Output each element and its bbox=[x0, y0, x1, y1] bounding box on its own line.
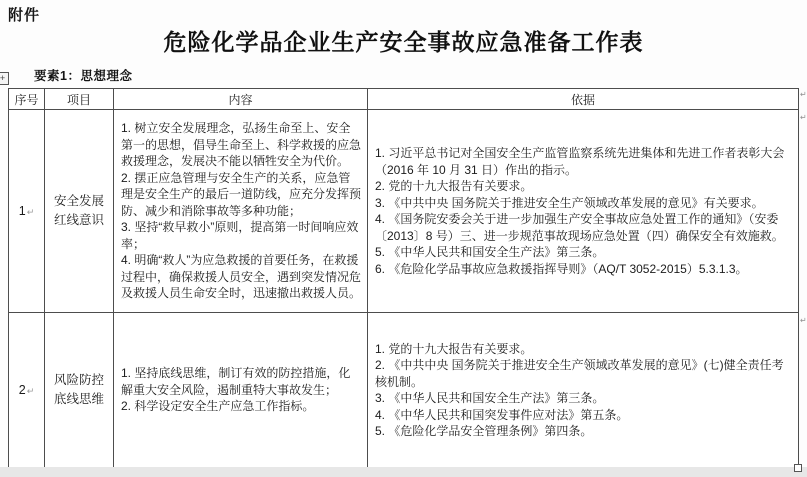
table-move-handle-icon[interactable]: + bbox=[0, 72, 9, 85]
basis-cell bbox=[368, 313, 799, 468]
basis-paragraph: 1. 习近平总书记对全国安全生产监管监察系统先进集体和先进工作者表彰大会（2016 年 10 月 31 日）作出的指示。 bbox=[375, 146, 785, 177]
section-label: 要素1：思想理念 bbox=[34, 69, 133, 83]
worksheet-table bbox=[8, 88, 799, 468]
basis-paragraph: 6. 《危险化学品事故应急救援指挥导则》（AQ/T 3052-2015）5.3.1.3。 bbox=[375, 261, 748, 276]
header-row bbox=[9, 89, 799, 110]
seq-cell bbox=[9, 313, 45, 468]
basis-paragraph: 4. 《中华人民共和国突发事件应对法》第五条。 bbox=[375, 407, 629, 422]
seq-value: 2 bbox=[18, 383, 26, 397]
item-cell: 风险防控底线思维 bbox=[45, 313, 114, 468]
content-paragraph: 3. 坚持“救早救小”原则，提高第一时间响应效率； bbox=[121, 220, 359, 251]
table-row bbox=[9, 313, 799, 468]
item-cell: 安全发展红线意识 bbox=[45, 110, 114, 313]
basis-paragraph: 5. 《危险化学品安全管理条例》第四条。 bbox=[375, 424, 593, 438]
basis-paragraph: 5. 《中华人民共和国安全生产法》第三条。 bbox=[375, 245, 605, 259]
content-paragraph: 1. 树立安全发展理念，弘扬生命至上、安全第一的思想，倡导生命至上、科学救援的应急救援理念，发展决不能以牺牲安全为代价。 bbox=[121, 121, 362, 169]
basis-cell bbox=[368, 110, 799, 313]
basis-paragraph: 2. 党的十九大报告有关要求。 bbox=[375, 179, 533, 193]
table-resize-handle-icon[interactable] bbox=[794, 464, 802, 472]
content-paragraph: 1. 坚持底线思维，制订有效的防控措施，化解重大安全风险，遏制重特大事故发生； bbox=[121, 366, 351, 397]
basis-paragraph: 4. 《国务院安委会关于进一步加强生产安全事故应急处置工作的通知》（安委〔2013〕8 号）三、进一步规范事故现场应急处置（四）确保安全有效施救。 bbox=[375, 212, 784, 243]
basis-paragraph: 1. 党的十九大报告有关要求。 bbox=[375, 341, 533, 356]
page-edge-shadow bbox=[0, 467, 807, 477]
col-header-item: 项目 bbox=[45, 89, 114, 110]
col-header-content: 内容 bbox=[114, 89, 368, 110]
seq-value: 1 bbox=[18, 204, 26, 218]
content-cell bbox=[114, 110, 368, 313]
table-row bbox=[9, 110, 799, 313]
page-title: 危险化学品企业生产安全事故应急准备工作表 bbox=[163, 29, 644, 55]
end-of-cell-mark: ↵ bbox=[26, 386, 35, 396]
attachment-label: 附件 bbox=[8, 7, 41, 24]
end-of-row-mark: ↵ bbox=[800, 316, 807, 325]
content-cell bbox=[114, 313, 368, 468]
basis-paragraph: 3. 《中共中央 国务院关于推进安全生产领域改革发展的意见》有关要求。 bbox=[375, 195, 764, 210]
content-paragraph: 2. 科学设定安全生产应急工作指标。 bbox=[121, 399, 315, 414]
content-paragraph: 4. 明确“救人”为应急救援的首要任务，在救援过程中，确保救援人员安全，遇到突发情况危及救援人员生命安全时，迅速撤出救援人员。 bbox=[121, 253, 362, 301]
end-of-cell-mark: ↵ bbox=[26, 207, 35, 217]
col-header-seq: 序号 bbox=[9, 89, 45, 110]
content-paragraph: 2. 摆正应急管理与安全生产的关系，应急管理是安全生产的最后一道防线，应充分发挥预防、减少和消除事故等多种功能； bbox=[121, 170, 362, 218]
basis-paragraph: 2. 《中共中央 国务院关于推进安全生产领域改革发展的意见》(七)健全责任考核机制。 bbox=[375, 358, 784, 389]
end-of-row-mark: ↵ bbox=[800, 90, 807, 99]
end-of-row-mark: ↵ bbox=[800, 113, 807, 122]
basis-paragraph: 3. 《中华人民共和国安全生产法》第三条。 bbox=[375, 391, 605, 405]
seq-cell bbox=[9, 110, 45, 313]
col-header-basis: 依据 bbox=[368, 89, 799, 110]
